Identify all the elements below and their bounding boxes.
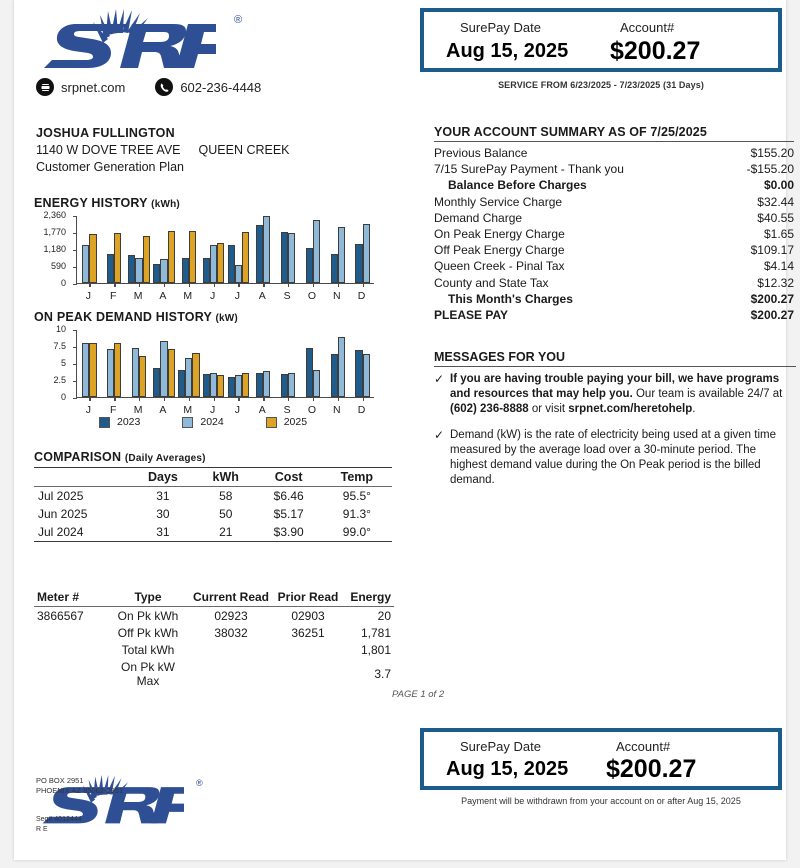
y-tick-mark — [73, 267, 77, 268]
legend-swatch — [182, 417, 193, 428]
y-tick-mark — [73, 398, 77, 399]
comparison-cell-kwh: 21 — [219, 525, 233, 539]
bar-2025-F — [114, 233, 121, 283]
comparison-header-temp: Temp — [340, 470, 374, 484]
bar-2023-A — [153, 368, 160, 397]
meter-cell-type: On Pk kW Max — [120, 659, 175, 688]
legend-item-2023 — [99, 416, 140, 428]
summary-row-amount: $32.44 — [757, 194, 794, 209]
legend-label: 2023 — [117, 416, 141, 428]
account-summary — [434, 125, 794, 323]
summary-row-label: This Month's Charges — [448, 291, 573, 306]
message-1-lead: If you are having trouble paying your bill, we have programs and resources that may help you. — [450, 373, 780, 400]
meter-cell-current-read: 38032 — [214, 625, 248, 640]
x-tick-mark — [238, 397, 239, 401]
x-axis-label: M — [183, 290, 193, 302]
meter-cell-type: Total kWh — [121, 642, 175, 657]
summary-row-label: 7/15 SurePay Payment - Thank you — [434, 162, 624, 177]
message-text-2: Demand (kW) is the rate of electricity being used at a given time measured by the average load over a 30-minute period. The highest demand value during the On Peak period is the billed demand. — [450, 429, 776, 486]
x-axis-label: A — [258, 404, 266, 416]
contact-row — [36, 78, 261, 96]
message-1-rest2: or visit — [528, 403, 569, 415]
customer-plan: Customer Generation Plan — [36, 160, 184, 174]
website-text[interactable]: srpnet.com — [61, 79, 126, 95]
energy-history-chart — [34, 210, 374, 304]
comparison-title — [34, 450, 206, 464]
y-tick-mark — [73, 347, 77, 348]
comparison-cell-days: 31 — [156, 525, 170, 539]
summary-row-label: Off Peak Energy Charge — [434, 243, 565, 258]
x-axis-label: A — [159, 404, 167, 416]
table-row — [34, 641, 394, 658]
surepay-date-label-top: SurePay Date — [460, 20, 541, 35]
demand-history-plot — [76, 330, 374, 398]
message-item — [434, 372, 796, 417]
summary-row-amount: $109.17 — [750, 243, 794, 258]
bar-2023-M — [128, 255, 135, 283]
summary-row-amount: $200.27 — [750, 308, 794, 323]
y-tick-mark — [73, 284, 77, 285]
surepay-date-value-top: Aug 15, 2025 — [446, 40, 569, 62]
bar-2023-A — [153, 264, 160, 283]
bar-2025-M — [143, 236, 150, 283]
demand-history-unit: (kW) — [215, 313, 238, 324]
comparison-cell-period: Jul 2025 — [38, 489, 84, 503]
bar-2023-N — [331, 354, 338, 397]
comparison-header-row — [34, 468, 392, 487]
x-tick-mark — [214, 283, 215, 287]
meter-cell-number: 3866567 — [37, 608, 84, 623]
energy-history-title — [34, 196, 180, 210]
customer-address-line — [36, 143, 290, 157]
message-item — [434, 428, 796, 488]
meter-header-number: Meter # — [37, 590, 80, 604]
bar-2024-F — [107, 349, 114, 397]
y-tick-label: 7.5 — [53, 341, 66, 351]
x-tick-mark — [89, 283, 90, 287]
comparison-cell-period: Jun 2025 — [38, 507, 88, 521]
summary-row — [434, 275, 794, 291]
bar-2023-S — [281, 232, 288, 283]
x-tick-mark — [313, 283, 314, 287]
meter-header-row — [34, 588, 394, 607]
bar-2024-J — [82, 343, 89, 397]
meter-cell-current-read: 02923 — [214, 608, 248, 623]
summary-row — [434, 242, 794, 258]
meter-cell-energy: 1,781 — [360, 625, 391, 640]
comparison-cell-kwh: 50 — [219, 507, 233, 521]
x-tick-mark — [164, 397, 165, 401]
meter-header-current: Current Read — [193, 590, 270, 604]
x-tick-mark — [214, 397, 215, 401]
summary-row-label: Queen Creek - Pinal Tax — [434, 259, 565, 274]
account-label-bottom: Account# — [616, 739, 671, 754]
bar-2024-M — [132, 348, 139, 397]
x-tick-mark — [263, 283, 264, 287]
summary-row-amount: $0.00 — [763, 178, 794, 193]
comparison-cell-period: Jul 2024 — [38, 525, 84, 539]
meter-cell-prior-read: 36251 — [291, 625, 325, 640]
comparison-header-days: Days — [147, 470, 178, 484]
x-tick-mark — [288, 397, 289, 401]
bar-2023-S — [281, 374, 288, 397]
bar-2023-M — [178, 370, 185, 397]
comparison-header-period — [34, 468, 130, 487]
energy-history-y-axis — [34, 210, 72, 288]
y-tick-mark — [73, 381, 77, 382]
chart-legend — [99, 416, 349, 428]
meter-cell-number — [34, 658, 106, 689]
bar-2024-J — [210, 373, 217, 397]
summary-row — [434, 291, 794, 307]
bar-2024-A — [160, 259, 167, 283]
message-1-rest1: Our team is available 24/7 at — [632, 388, 783, 400]
comparison-cell-days: 30 — [156, 507, 170, 521]
messages-section — [434, 350, 796, 499]
bar-2025-J — [242, 232, 249, 283]
bar-2025-J — [217, 243, 224, 283]
bar-2023-F — [107, 254, 114, 283]
bar-2024-S — [288, 233, 295, 283]
x-tick-mark — [89, 397, 90, 401]
account-summary-title: YOUR ACCOUNT SUMMARY AS OF 7/25/2025 — [434, 125, 707, 139]
comparison-title-text: COMPARISON — [34, 450, 122, 464]
x-tick-mark — [338, 283, 339, 287]
phone-icon — [155, 78, 173, 96]
bar-2024-A — [160, 341, 167, 397]
x-axis-label: N — [332, 290, 341, 302]
bar-2025-J — [89, 234, 96, 283]
surepay-box-bottom — [420, 728, 782, 790]
bar-2025-J — [217, 375, 224, 397]
bar-2023-J — [228, 377, 235, 397]
meter-cell-type: Off Pk kWh — [117, 625, 179, 640]
messages-divider — [434, 366, 796, 367]
bar-2023-J — [203, 258, 210, 283]
bar-2023-M — [182, 258, 189, 283]
summary-row-label: PLEASE PAY — [434, 308, 509, 323]
bar-2025-M — [139, 356, 146, 397]
return-address — [36, 776, 123, 796]
comparison-header-kwh: kWh — [212, 470, 239, 484]
withdrawal-note: Payment will be withdrawn from your account on or after Aug 15, 2025 — [461, 796, 741, 806]
message-1-phone: (602) 236-8888 — [450, 403, 529, 415]
x-axis-label: J — [85, 404, 92, 416]
meter-cell-prior-read — [272, 658, 344, 689]
surepay-date-label-bottom: SurePay Date — [460, 739, 541, 754]
demand-history-chart — [34, 324, 374, 418]
bar-2025-A — [168, 231, 175, 283]
x-axis-label: M — [133, 290, 143, 302]
table-row — [34, 505, 392, 523]
comparison-cell-cost: $3.90 — [273, 525, 304, 539]
x-axis-label: O — [307, 404, 316, 416]
meter-header-prior: Prior Read — [277, 590, 339, 604]
summary-row-amount: $200.27 — [750, 291, 794, 306]
x-axis-label: N — [332, 404, 341, 416]
legend-item-2024 — [182, 416, 223, 428]
x-axis-label: M — [183, 404, 193, 416]
comparison-bottom-rule — [34, 542, 392, 543]
y-tick-label: 2,360 — [43, 210, 66, 220]
x-tick-mark — [263, 397, 264, 401]
x-axis-label: F — [110, 404, 117, 416]
legend-swatch — [99, 417, 110, 428]
meter-cell-energy: 1,801 — [360, 642, 391, 657]
meter-cell-type: On Pk kWh — [117, 608, 179, 623]
bar-2024-D — [363, 354, 370, 397]
surepay-box-top — [420, 8, 782, 72]
summary-row-label: County and State Tax — [434, 275, 549, 290]
summary-row — [434, 161, 794, 177]
comparison-cell-cost: $5.17 — [273, 507, 304, 521]
summary-row — [434, 258, 794, 274]
x-tick-mark — [238, 283, 239, 287]
globe-icon — [36, 78, 54, 96]
bar-2024-J — [82, 245, 89, 283]
table-row — [34, 487, 392, 506]
bar-2023-A — [256, 373, 263, 397]
bar-2025-A — [168, 349, 175, 397]
meter-cell-current-read — [190, 641, 272, 658]
x-tick-mark — [114, 283, 115, 287]
account-amount-bottom: $200.27 — [606, 755, 697, 783]
y-tick-label: 590 — [50, 261, 66, 271]
message-1-rest3: . — [692, 403, 696, 415]
po-box: PO BOX 2951 — [36, 776, 84, 785]
x-axis-label: F — [110, 290, 117, 302]
city-state-zip: PHOENIX AZ 85062-2951 — [36, 786, 124, 795]
x-tick-mark — [288, 283, 289, 287]
summary-row-amount: $1.65 — [763, 227, 794, 242]
comparison-header-cost: Cost — [274, 470, 303, 484]
x-axis-label: A — [258, 290, 266, 302]
energy-history-plot — [76, 216, 374, 284]
y-tick-label: 0 — [60, 392, 66, 402]
x-tick-mark — [189, 283, 190, 287]
y-tick-mark — [73, 330, 77, 331]
summary-row — [434, 307, 794, 323]
bar-2024-S — [288, 373, 295, 397]
bar-2023-D — [355, 244, 362, 283]
bar-2024-D — [363, 224, 370, 283]
table-row — [34, 658, 394, 689]
x-tick-mark — [139, 397, 140, 401]
x-axis-label: J — [234, 290, 241, 302]
summary-row — [434, 226, 794, 242]
meter-cell-prior-read: 02903 — [291, 608, 325, 623]
account-amount-top: $200.27 — [610, 37, 701, 65]
summary-row-amount: $40.55 — [757, 210, 794, 225]
y-tick-label: 5 — [60, 358, 66, 368]
bill-page — [14, 0, 794, 860]
summary-row-amount: $155.20 — [750, 146, 794, 160]
comparison-cell-temp: 91.3° — [342, 507, 371, 521]
x-tick-mark — [338, 397, 339, 401]
meter-cell-energy: 20 — [377, 608, 391, 623]
legend-item-2025 — [266, 416, 307, 428]
bar-2023-N — [331, 254, 338, 283]
legend-swatch — [266, 417, 277, 428]
summary-row-label: Balance Before Charges — [448, 178, 587, 193]
y-tick-mark — [73, 216, 77, 217]
meter-cell-number — [34, 641, 106, 658]
bar-2023-J — [203, 374, 210, 397]
demand-history-title — [34, 310, 238, 324]
x-tick-mark — [189, 397, 190, 401]
x-tick-mark — [313, 397, 314, 401]
y-tick-label: 0 — [60, 278, 66, 288]
y-tick-mark — [73, 250, 77, 251]
x-axis-label: O — [307, 290, 316, 302]
x-tick-mark — [363, 397, 364, 401]
bar-2024-N — [338, 227, 345, 283]
summary-row-label: Monthly Service Charge — [434, 194, 563, 209]
y-tick-mark — [73, 364, 77, 365]
route-code: R E — [36, 825, 48, 833]
meter-header-type: Type — [134, 590, 162, 604]
phone-text[interactable]: 602-236-4448 — [180, 79, 262, 95]
x-tick-mark — [164, 283, 165, 287]
checkmark-icon: ✓ — [434, 428, 445, 442]
bar-2025-J — [242, 373, 249, 397]
y-tick-label: 2.5 — [53, 375, 66, 385]
bar-2025-F — [114, 343, 121, 397]
y-tick-label: 1,770 — [43, 227, 66, 237]
summary-row — [434, 194, 794, 210]
x-axis-label: M — [133, 404, 143, 416]
comparison-cell-cost: $6.46 — [273, 489, 304, 503]
bar-2023-J — [228, 245, 235, 283]
table-row — [34, 523, 392, 542]
page-number: PAGE 1 of 2 — [392, 689, 445, 700]
demand-history-title-text: ON PEAK DEMAND HISTORY — [34, 310, 212, 324]
legend-label: 2025 — [283, 416, 308, 428]
x-tick-mark — [363, 283, 364, 287]
registered-trademark: ® — [234, 14, 243, 26]
surepay-date-value-bottom: Aug 15, 2025 — [446, 758, 569, 780]
energy-history-title-text: ENERGY HISTORY — [34, 196, 148, 210]
energy-history-unit: (kWh) — [151, 199, 180, 210]
bar-2025-J — [89, 343, 96, 397]
summary-row — [434, 145, 794, 161]
table-row — [34, 607, 394, 625]
x-tick-mark — [139, 283, 140, 287]
meter-header-energy: Energy — [350, 590, 391, 604]
x-axis-label: D — [357, 290, 366, 302]
summary-row-label: Demand Charge — [434, 210, 523, 225]
summary-row-amount: $4.14 — [763, 259, 794, 274]
bar-2024-O — [313, 220, 320, 283]
table-bottom-rule — [34, 542, 392, 543]
x-axis-label: S — [283, 290, 291, 302]
x-axis-label: D — [357, 404, 366, 416]
bar-2025-M — [192, 353, 199, 397]
message-1-url[interactable]: srpnet.com/heretohelp — [568, 403, 693, 415]
summary-divider — [434, 141, 794, 142]
customer-name: JOSHUA FULLINGTON — [36, 126, 175, 140]
x-axis-label: J — [209, 404, 216, 416]
meter-table — [34, 588, 394, 689]
srp-logo-mark — [36, 8, 216, 70]
x-tick-mark — [114, 397, 115, 401]
x-axis-label: J — [85, 290, 92, 302]
bar-2024-O — [313, 370, 320, 397]
comparison-cell-days: 31 — [156, 489, 170, 503]
bar-2024-A — [263, 216, 270, 283]
meter-cell-number — [34, 624, 106, 641]
demand-history-y-axis — [34, 324, 72, 402]
bar-2024-J — [210, 245, 217, 283]
account-label-top: Account# — [620, 20, 675, 35]
summary-row — [434, 210, 794, 226]
bar-2025-M — [189, 231, 196, 283]
comparison-cell-temp: 99.0° — [342, 525, 371, 539]
x-axis-label: J — [234, 404, 241, 416]
bar-2024-J — [235, 375, 242, 397]
y-tick-label: 10 — [55, 324, 66, 334]
y-tick-mark — [73, 233, 77, 234]
comparison-subtitle: (Daily Averages) — [124, 453, 206, 464]
bar-2023-A — [256, 225, 263, 283]
comparison-cell-temp: 95.5° — [342, 489, 371, 503]
summary-row-label: Previous Balance — [434, 146, 528, 160]
bar-2023-O — [306, 348, 313, 397]
bar-2024-M — [135, 258, 142, 283]
sequence-number: Seq# 4012444 — [36, 816, 82, 823]
customer-city: QUEEN CREEK — [198, 143, 290, 157]
customer-street: 1140 W DOVE TREE AVE — [36, 143, 181, 157]
summary-row-label: On Peak Energy Charge — [434, 227, 565, 242]
bar-2023-O — [306, 248, 313, 283]
table-row — [34, 624, 394, 641]
bar-2024-J — [235, 265, 242, 283]
x-axis-label: S — [283, 404, 291, 416]
comparison-table — [34, 467, 392, 542]
meter-cell-current-read — [190, 658, 272, 689]
bar-2024-M — [185, 358, 192, 397]
comparison-cell-kwh: 58 — [219, 489, 233, 503]
meter-cell-prior-read — [272, 641, 344, 658]
message-text-1 — [450, 372, 796, 417]
sequence-block — [36, 815, 82, 834]
checkmark-icon: ✓ — [434, 372, 445, 386]
meter-cell-energy: 3.7 — [374, 666, 391, 681]
service-period: SERVICE FROM 6/23/2025 - 7/23/2025 (31 Days) — [498, 80, 704, 90]
bar-2024-N — [338, 337, 345, 397]
x-axis-label: J — [209, 290, 216, 302]
summary-row-amount: -$155.20 — [746, 162, 794, 177]
summary-row-amount: $12.32 — [757, 275, 794, 290]
bar-2023-D — [355, 350, 362, 397]
legend-label: 2024 — [200, 416, 224, 428]
x-axis-label: A — [159, 290, 167, 302]
bar-2024-A — [263, 371, 270, 397]
summary-row — [434, 177, 794, 193]
y-tick-label: 1,180 — [43, 244, 66, 254]
registered-trademark-footer: ® — [196, 778, 203, 788]
messages-title: MESSAGES FOR YOU — [434, 350, 566, 364]
